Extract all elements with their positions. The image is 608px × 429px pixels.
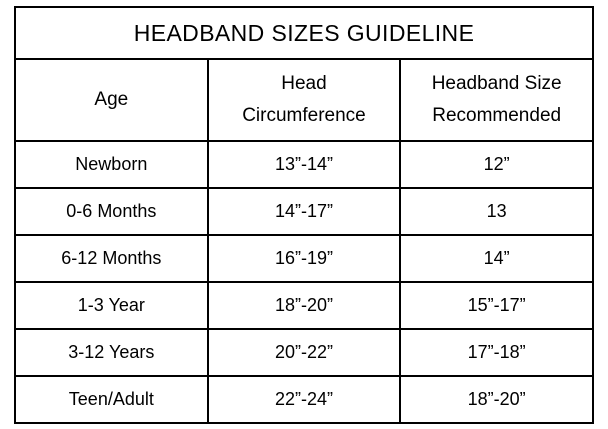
table-row	[15, 329, 593, 376]
cell-age: 1-3 Year	[15, 282, 208, 329]
cell-headband-size: 17”-18”	[400, 329, 593, 376]
cell-circumference: 14”-17”	[208, 188, 401, 235]
cell-headband-size: 14”	[400, 235, 593, 282]
cell-circumference: 13”-14”	[208, 141, 401, 188]
cell-age: 3-12 Years	[15, 329, 208, 376]
column-header-circumference	[208, 59, 401, 141]
column-header-age-line-1: Age	[94, 89, 129, 110]
table-title-row	[15, 7, 593, 59]
cell-circumference: 16”-19”	[208, 235, 401, 282]
column-header-circumference-line-1: Head	[281, 73, 327, 94]
column-header-circumference-line-2: Circumference	[242, 105, 366, 126]
column-header-headband-size-line-2: Recommended	[432, 105, 562, 126]
table-row	[15, 141, 593, 188]
table-row	[15, 282, 593, 329]
size-guideline-table	[14, 6, 594, 424]
table-row	[15, 376, 593, 423]
column-header-headband-size	[400, 59, 593, 141]
cell-age: 0-6 Months	[15, 188, 208, 235]
column-header-age	[15, 59, 208, 141]
cell-age: Newborn	[15, 141, 208, 188]
column-header-headband-size-line-1: Headband Size	[431, 73, 562, 94]
cell-circumference: 20”-22”	[208, 329, 401, 376]
cell-headband-size: 13	[400, 188, 593, 235]
cell-age: 6-12 Months	[15, 235, 208, 282]
cell-circumference: 22”-24”	[208, 376, 401, 423]
table-row	[15, 188, 593, 235]
table-row	[15, 235, 593, 282]
table-header-row	[15, 59, 593, 141]
cell-age: Teen/Adult	[15, 376, 208, 423]
cell-headband-size: 18”-20”	[400, 376, 593, 423]
cell-headband-size: 12”	[400, 141, 593, 188]
cell-circumference: 18”-20”	[208, 282, 401, 329]
page-title: HEADBAND SIZES GUIDELINE	[15, 7, 593, 59]
cell-headband-size: 15”-17”	[400, 282, 593, 329]
